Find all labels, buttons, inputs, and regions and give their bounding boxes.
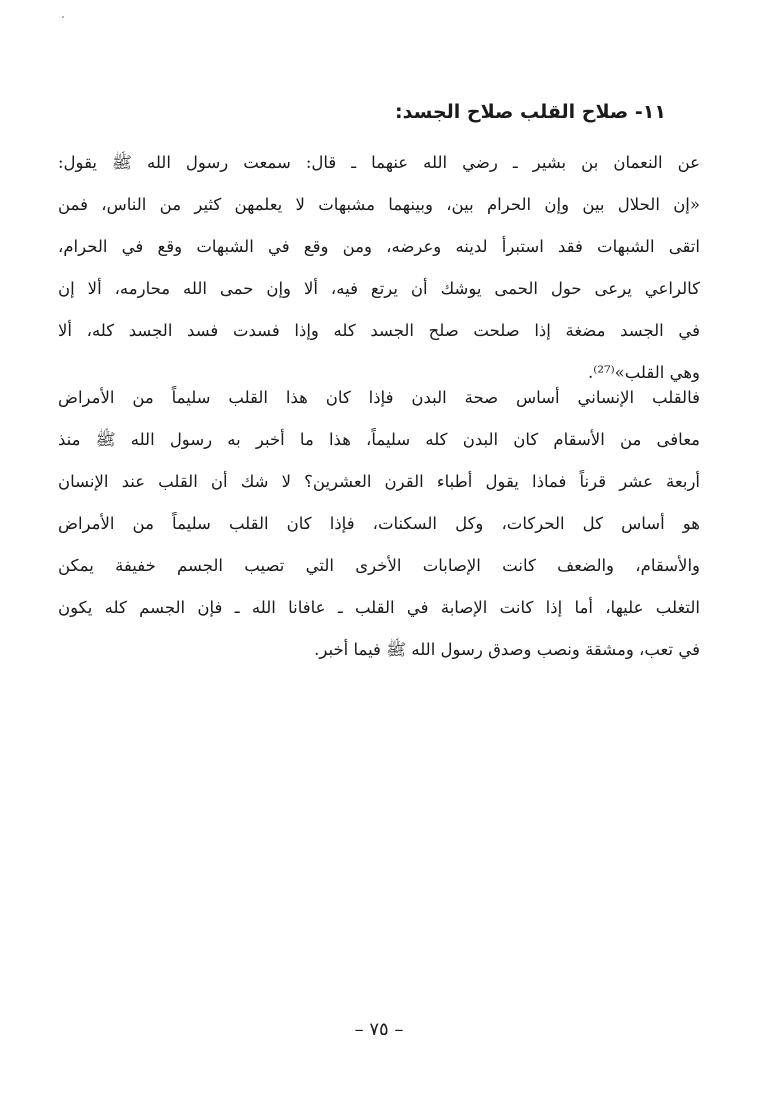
text-line: والأسقام، والضعف كانت الإصابات الأخرى التي تصيب الجسم خفيفة يمكن [58,556,700,575]
commentary-paragraph [58,377,700,671]
text-line: في تعب، ومشقة ونصب وصدق رسول الله ﷺ فيما أخبر. [314,640,700,659]
text-line: كالراعي يرعى حول الحمى يوشك أن يرتع فيه، ألا وإن حمى الله محارمه، ألا إن [58,279,700,298]
section-heading: ١١- صلاح القلب صلاح الجسد: [395,101,666,123]
text-line: اتقى الشبهات فقد استبرأ لدينه وعرضه، ومن وقع في الشبهات وقع في الحرام، [58,237,700,256]
text-line: في الجسد مضغة إذا صلحت صلح الجسد كله وإذا فسدت فسد الجسد كله، ألا [58,321,700,340]
text-line: فالقلب الإنساني أساس صحة البدن فإذا كان هذا القلب سليماً من الأمراض [58,388,700,407]
text-line: وهي القلب»⁽²⁷⁾. [588,363,700,382]
text-line: التغلب عليها، أما إذا كانت الإصابة في القلب ـ عافانا الله ـ فإن الجسم كله يكون [58,598,700,617]
hadith-paragraph [58,142,700,394]
text-line: أربعة عشر قرناً فماذا يقول أطباء القرن العشرين؟ لا شك أن القلب عند الإنسان [58,472,700,491]
text-line: عن النعمان بن بشير ـ رضي الله عنهما ـ قال: سمعت رسول الله ﷺ يقول: [58,153,700,172]
scan-speck [62,16,64,18]
text-line: هو أساس كل الحركات، وكل السكنات، فإذا كان القلب سليماً من الأمراض [58,514,700,533]
text-line: معافى من الأسقام كان البدن كله سليماً، هذا ما أخبر به رسول الله ﷺ منذ [58,430,700,449]
text-line: «إن الحلال بين وإن الحرام بين، وبينهما مشبهات لا يعلمهن كثير من الناس، فمن [58,195,700,214]
page-number: – ٧٥ – [354,1019,404,1040]
